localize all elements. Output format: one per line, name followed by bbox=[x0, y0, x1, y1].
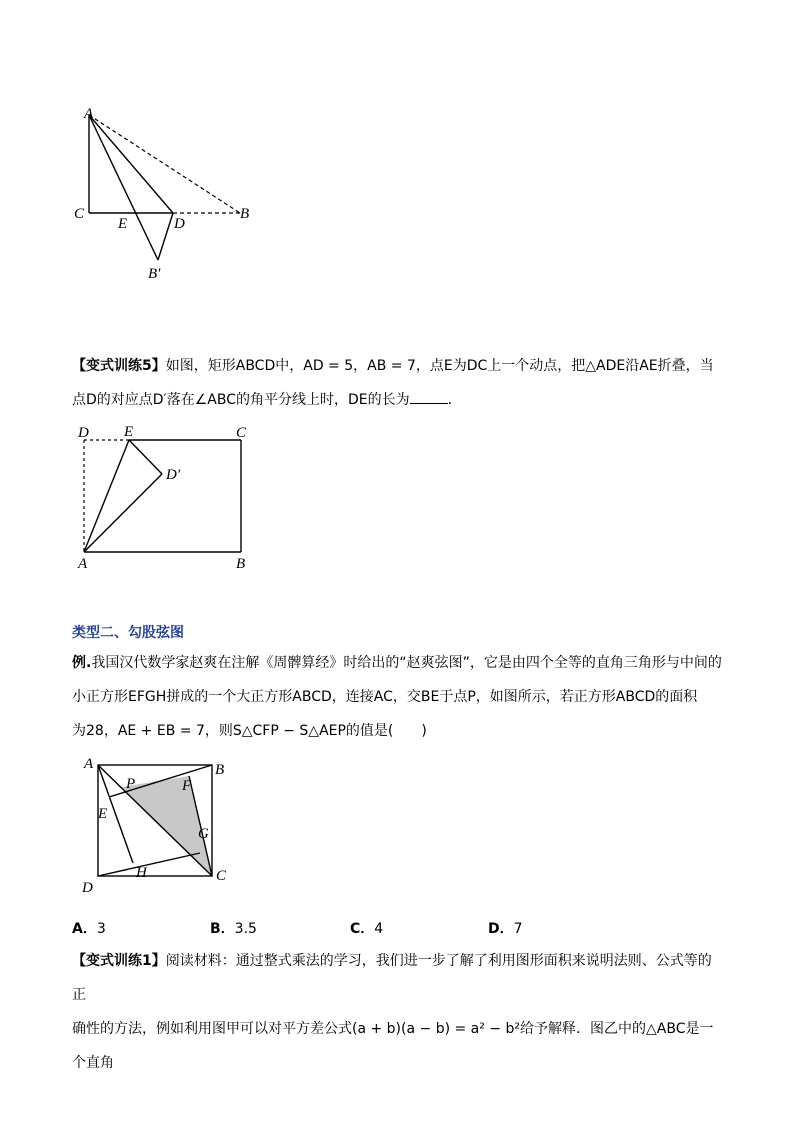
label-F: F bbox=[182, 778, 192, 794]
label-C: C bbox=[216, 868, 227, 884]
label-B: B bbox=[215, 762, 225, 778]
figure-triangle-fold bbox=[60, 100, 280, 290]
option-c[interactable]: C．4 bbox=[350, 921, 384, 937]
example-line2: 小正方形EFGH拼成的一个大正方形ABCD，连接AC，交BE于点P，如图所示，若正方形ABCD的面积 bbox=[72, 689, 698, 705]
label-B: B bbox=[236, 556, 246, 572]
example-line3: 为28，AE + EB = 7，则S△CFP − S△AEP的值是( ) bbox=[72, 723, 427, 739]
exercise5-line1: 如图，矩形ABCD中，AD = 5，AB = 7，点E为DC上一个动点，把△ADE沿AE折叠，当 bbox=[165, 358, 714, 374]
exercise1-line1: 阅读材料：通过整式乘法的学习，我们进一步了解了利用图形面积来说明法则、公式等的正 bbox=[72, 953, 712, 1003]
label-E: E bbox=[118, 216, 128, 232]
answer-blank[interactable] bbox=[410, 391, 448, 404]
label-D: D bbox=[82, 880, 93, 896]
label-A: A bbox=[84, 106, 94, 122]
figure-rectangle-fold bbox=[70, 420, 290, 580]
exercise5-line2: 点D的对应点D′落在∠ABC的角平分线上时，DE的长为 bbox=[72, 392, 410, 408]
label-D: D bbox=[174, 216, 185, 232]
example-paragraph bbox=[72, 646, 722, 748]
section-heading: 类型二、勾股弦图 bbox=[72, 625, 184, 641]
exercise5-paragraph bbox=[72, 349, 722, 417]
label-E: E bbox=[124, 424, 134, 440]
exercise1-paragraph bbox=[72, 944, 722, 1080]
label-P: P bbox=[126, 776, 136, 792]
label-D-prime: D′ bbox=[166, 467, 181, 483]
label-B-prime: B′ bbox=[148, 266, 161, 282]
example-tag: 例. bbox=[72, 655, 92, 671]
exercise5-tag: 【变式训练5】 bbox=[72, 358, 166, 374]
figure-zhaoshuang-diagram bbox=[76, 752, 246, 902]
label-E: E bbox=[98, 806, 108, 822]
exercise1-line2: 确性的方法，例如利用图甲可以对平方差公式(a + b)(a − b) = a² − b²给予解释．图乙中的△ABC是一个直角 bbox=[72, 1021, 714, 1071]
example-line1: 我国汉代数学家赵爽在注解《周髀算经》时给出的“赵爽弦图”，它是由四个全等的直角三角形与中间的 bbox=[91, 655, 722, 671]
label-A: A bbox=[84, 756, 94, 772]
label-C: C bbox=[236, 425, 247, 441]
exercise5-line2-end: ． bbox=[447, 392, 462, 408]
label-A: A bbox=[78, 556, 88, 572]
label-B: B bbox=[240, 206, 250, 222]
option-a[interactable]: A．3 bbox=[72, 921, 106, 937]
label-C: C bbox=[74, 206, 85, 222]
exercise1-tag: 【变式训练1】 bbox=[72, 953, 166, 969]
label-D: D bbox=[78, 425, 89, 441]
option-b[interactable]: B．3.5 bbox=[210, 921, 257, 937]
label-H: H bbox=[136, 865, 147, 881]
label-G: G bbox=[198, 826, 209, 842]
option-d[interactable]: D．7 bbox=[488, 921, 523, 937]
